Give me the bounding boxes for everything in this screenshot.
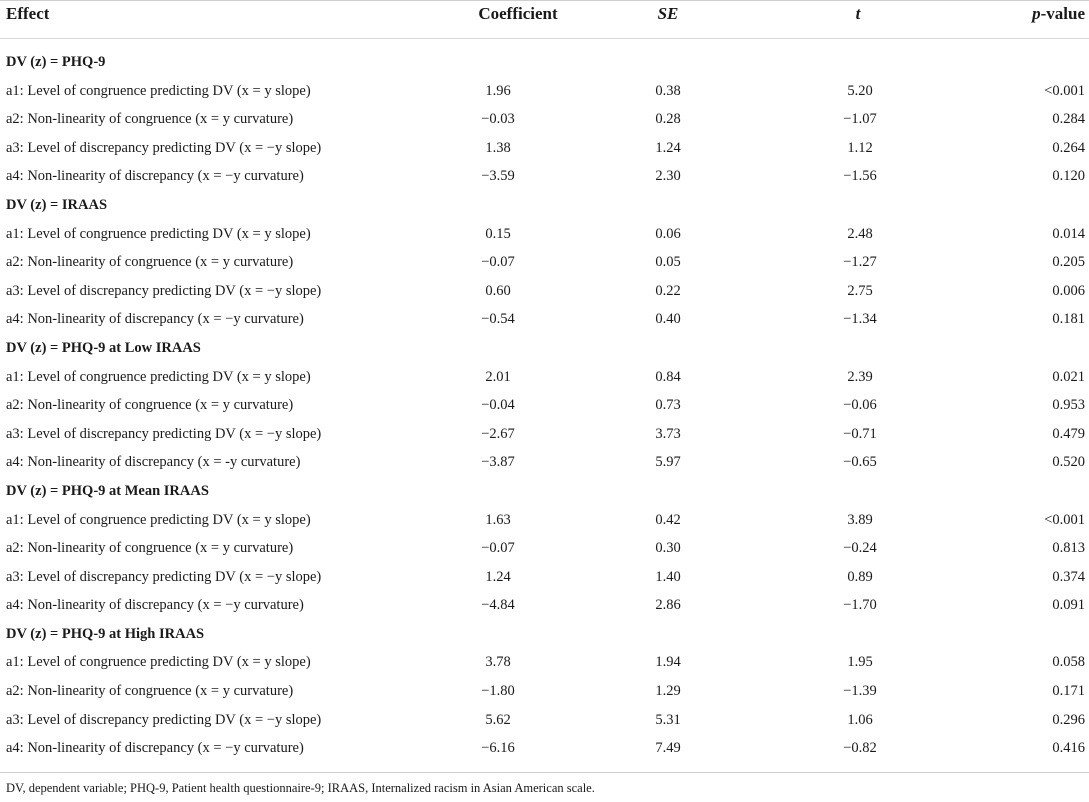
coefficient-cell: 3.78 — [485, 654, 511, 671]
table-row — [0, 305, 1089, 334]
effect-cell: a3: Level of discrepancy predicting DV (x = −y slope) — [6, 139, 322, 156]
table-row — [0, 648, 1089, 677]
t-cell: −1.07 — [843, 111, 877, 128]
table-row — [0, 506, 1089, 535]
p-value-cell: 0.374 — [1052, 568, 1085, 585]
p-value-cell: 0.479 — [1052, 425, 1085, 442]
group-title: DV (z) = IRAAS — [6, 196, 108, 213]
table-row — [0, 363, 1089, 392]
table-row — [0, 220, 1089, 249]
coefficient-cell: −0.07 — [481, 540, 515, 557]
t-cell: 5.20 — [847, 82, 873, 99]
coefficient-cell: 1.63 — [485, 511, 511, 528]
p-value-cell: 0.120 — [1052, 168, 1085, 185]
p-value-cell: 0.953 — [1052, 397, 1085, 414]
t-cell: 0.89 — [847, 568, 873, 585]
p-value-cell: 0.296 — [1052, 711, 1085, 728]
coefficient-cell: −3.87 — [481, 454, 515, 471]
group-title: DV (z) = PHQ-9 at Low IRAAS — [6, 339, 201, 356]
coefficient-cell: −0.03 — [481, 111, 515, 128]
t-cell: −0.71 — [843, 425, 877, 442]
coefficient-cell: −2.67 — [481, 425, 515, 442]
t-cell: −0.24 — [843, 540, 877, 557]
effect-cell: a1: Level of congruence predicting DV (x = y slope) — [6, 511, 311, 528]
t-cell: −1.70 — [843, 597, 877, 614]
effect-cell: a3: Level of discrepancy predicting DV (x = −y slope) — [6, 711, 322, 728]
group-header-row — [0, 620, 1089, 649]
p-value-cell: 0.014 — [1052, 225, 1085, 242]
coefficient-cell: −1.80 — [481, 683, 515, 700]
t-cell: −1.34 — [843, 311, 877, 328]
p-value-cell: 0.416 — [1052, 740, 1085, 757]
p-value-cell: <0.001 — [1044, 82, 1085, 99]
t-cell: −1.56 — [843, 168, 877, 185]
coefficient-cell: −3.59 — [481, 168, 515, 185]
table-row — [0, 677, 1089, 706]
p-value-cell: 0.006 — [1052, 282, 1085, 299]
se-cell: 3.73 — [655, 425, 681, 442]
p-value-cell: 0.181 — [1052, 311, 1085, 328]
table-row — [0, 591, 1089, 620]
group-header-row — [0, 191, 1089, 220]
table-row — [0, 248, 1089, 277]
table-row — [0, 563, 1089, 592]
table-row — [0, 534, 1089, 563]
table-row — [0, 391, 1089, 420]
se-cell: 1.94 — [655, 654, 681, 671]
effect-cell: a2: Non-linearity of congruence (x = y curvature) — [6, 397, 294, 414]
se-cell: 2.86 — [655, 597, 681, 614]
p-value-cell: 0.813 — [1052, 540, 1085, 557]
header-se: SE — [657, 4, 679, 23]
t-cell: 1.95 — [847, 654, 873, 671]
coefficient-cell: 1.24 — [485, 568, 511, 585]
header-p-prefix: p — [1032, 4, 1041, 23]
effect-cell: a3: Level of discrepancy predicting DV (x = −y slope) — [6, 282, 322, 299]
coefficient-cell: 0.60 — [485, 282, 511, 299]
se-cell: 5.97 — [655, 454, 681, 471]
p-value-cell: 0.520 — [1052, 454, 1085, 471]
se-cell: 0.06 — [655, 225, 681, 242]
group-header-row — [0, 334, 1089, 363]
table-header-row — [0, 0, 1089, 38]
se-cell: 1.24 — [655, 139, 681, 156]
table-row — [0, 277, 1089, 306]
se-cell: 2.30 — [655, 168, 681, 185]
table-body — [0, 48, 1089, 763]
t-cell: −0.82 — [843, 740, 877, 757]
coefficient-cell: 2.01 — [485, 368, 511, 385]
t-cell: −1.39 — [843, 683, 877, 700]
table-row — [0, 706, 1089, 735]
header-effect: Effect — [6, 4, 50, 23]
se-cell: 1.40 — [655, 568, 681, 585]
p-value-cell: 0.284 — [1052, 111, 1085, 128]
table-row — [0, 420, 1089, 449]
t-cell: 2.39 — [847, 368, 873, 385]
table-row — [0, 134, 1089, 163]
p-value-cell: <0.001 — [1044, 511, 1085, 528]
coefficient-cell: 0.15 — [485, 225, 511, 242]
p-value-cell: 0.205 — [1052, 254, 1085, 271]
t-cell: 1.12 — [847, 139, 873, 156]
coefficient-cell: 5.62 — [485, 711, 511, 728]
se-cell: 5.31 — [655, 711, 681, 728]
effect-cell: a4: Non-linearity of discrepancy (x = −y curvature) — [6, 740, 304, 757]
effect-cell: a4: Non-linearity of discrepancy (x = −y curvature) — [6, 311, 304, 328]
table-row — [0, 105, 1089, 134]
effect-cell: a1: Level of congruence predicting DV (x = y slope) — [6, 82, 311, 99]
se-cell: 0.84 — [655, 368, 681, 385]
se-cell: 0.42 — [655, 511, 681, 528]
se-cell: 0.73 — [655, 397, 681, 414]
effect-cell: a3: Level of discrepancy predicting DV (x = −y slope) — [6, 568, 322, 585]
effect-cell: a4: Non-linearity of discrepancy (x = -y curvature) — [6, 454, 301, 471]
table-row — [0, 734, 1089, 763]
header-p-suffix: -value — [1040, 4, 1085, 23]
header-t: t — [855, 4, 861, 23]
effect-cell: a4: Non-linearity of discrepancy (x = −y curvature) — [6, 597, 304, 614]
effect-cell: a1: Level of congruence predicting DV (x = y slope) — [6, 225, 311, 242]
effect-cell: a4: Non-linearity of discrepancy (x = −y curvature) — [6, 168, 304, 185]
p-value-cell: 0.021 — [1052, 368, 1085, 385]
coefficient-cell: −0.07 — [481, 254, 515, 271]
group-header-row — [0, 477, 1089, 506]
t-cell: 2.75 — [847, 282, 873, 299]
p-value-cell: 0.091 — [1052, 597, 1085, 614]
coefficient-cell: −0.54 — [481, 311, 515, 328]
se-cell: 0.05 — [655, 254, 681, 271]
header-p-value — [1032, 4, 1085, 24]
group-header-row — [0, 48, 1089, 77]
coefficient-cell: 1.38 — [485, 139, 511, 156]
effect-cell: a2: Non-linearity of congruence (x = y curvature) — [6, 254, 294, 271]
table-footnote: DV, dependent variable; PHQ-9, Patient health questionnaire-9; IRAAS, Internalized racism in Asian American scale. — [6, 781, 595, 795]
table-header-rule — [0, 38, 1089, 39]
p-value-cell: 0.058 — [1052, 654, 1085, 671]
effect-cell: a2: Non-linearity of congruence (x = y curvature) — [6, 540, 294, 557]
coefficient-cell: −4.84 — [481, 597, 515, 614]
t-cell: −1.27 — [843, 254, 877, 271]
effect-cell: a1: Level of congruence predicting DV (x = y slope) — [6, 368, 311, 385]
coefficient-cell: −6.16 — [481, 740, 515, 757]
table-row — [0, 448, 1089, 477]
t-cell: 1.06 — [847, 711, 873, 728]
table-row — [0, 77, 1089, 106]
group-title: DV (z) = PHQ-9 at High IRAAS — [6, 625, 205, 642]
se-cell: 1.29 — [655, 683, 681, 700]
effect-cell: a3: Level of discrepancy predicting DV (x = −y slope) — [6, 425, 322, 442]
coefficient-cell: −0.04 — [481, 397, 515, 414]
effect-cell: a2: Non-linearity of congruence (x = y curvature) — [6, 111, 294, 128]
group-title: DV (z) = PHQ-9 at Mean IRAAS — [6, 482, 209, 499]
group-title: DV (z) = PHQ-9 — [6, 54, 106, 70]
t-cell: −0.65 — [843, 454, 877, 471]
t-cell: 2.48 — [847, 225, 873, 242]
header-coefficient: Coefficient — [478, 4, 558, 23]
table-bottom-rule — [0, 772, 1089, 773]
se-cell: 0.28 — [655, 111, 681, 128]
effect-cell: a2: Non-linearity of congruence (x = y curvature) — [6, 683, 294, 700]
coefficient-cell: 1.96 — [485, 82, 511, 99]
table-row — [0, 162, 1089, 191]
se-cell: 7.49 — [655, 740, 681, 757]
t-cell: 3.89 — [847, 511, 873, 528]
effect-cell: a1: Level of congruence predicting DV (x = y slope) — [6, 654, 311, 671]
se-cell: 0.40 — [655, 311, 681, 328]
se-cell: 0.22 — [655, 282, 681, 299]
se-cell: 0.30 — [655, 540, 681, 557]
p-value-cell: 0.264 — [1052, 139, 1085, 156]
p-value-cell: 0.171 — [1052, 683, 1085, 700]
t-cell: −0.06 — [843, 397, 877, 414]
se-cell: 0.38 — [655, 82, 681, 99]
